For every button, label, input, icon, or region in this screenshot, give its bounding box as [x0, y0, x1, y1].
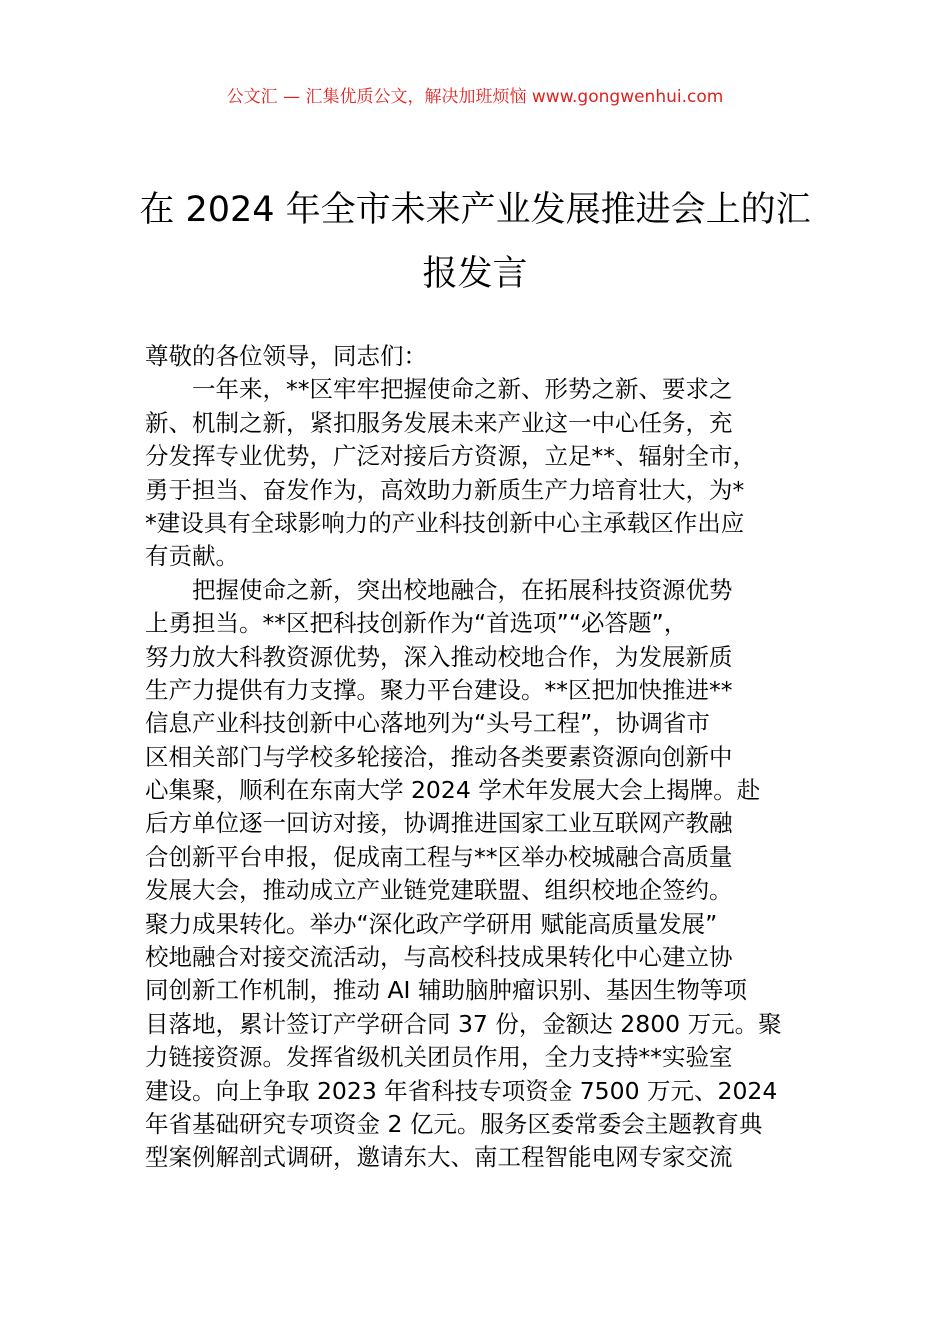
paragraph-line: *建设具有全球影响力的产业科技创新中心主承载区作出应	[145, 508, 745, 537]
title-line-2: 报发言	[422, 254, 528, 294]
paragraph-2	[145, 574, 845, 1175]
paragraph-line: 信息产业科技创新中心落地列为“头号工程”，协调省市	[145, 709, 710, 738]
paragraph-line: 区相关部门与学校多轮接洽，推动各类要素资源向创新中	[145, 742, 733, 771]
paragraph-line: 校地融合对接交流活动，与高校科技成果转化中心建立协	[145, 943, 733, 972]
paragraph-line: 发展大会，推动成立产业链党建联盟、组织校地企签约。	[145, 876, 733, 905]
salutation: 尊敬的各位领导，同志们：	[145, 342, 427, 370]
paragraph-line: 后方单位逐一回访对接，协调推进国家工业互联网产教融	[145, 809, 733, 838]
paragraph-line: 上勇担当。**区把科技创新作为“首选项”“必答题”，	[145, 609, 688, 638]
paragraph-line: 有贡献。	[145, 542, 239, 571]
title-line-1: 在 2024 年全市未来产业发展推进会上的汇	[139, 190, 811, 230]
paragraph-line: 一年来，**区牢牢把握使命之新、形势之新、要求之	[192, 375, 733, 404]
paragraph-line: 聚力成果转化。举办“深化政产学研用 赋能高质量发展”	[145, 909, 718, 938]
paragraph-line: 努力放大科教资源优势，深入推动校地合作，为发展新质	[145, 642, 733, 671]
paragraph-line: 同创新工作机制，推动 AI 辅助脑肿瘤识别、基因生物等项	[145, 976, 747, 1005]
paragraph-line: 建设。向上争取 2023 年省科技专项资金 7500 万元、2024	[145, 1076, 778, 1105]
paragraph-line: 新、机制之新，紧扣服务发展未来产业这一中心任务，充	[145, 408, 733, 437]
paragraph-line: 合创新平台申报，促成南工程与**区举办校城融合高质量	[145, 842, 733, 871]
paragraph-line: 力链接资源。发挥省级机关团员作用，全力支持**实验室	[145, 1043, 733, 1072]
document-body	[145, 340, 845, 1175]
paragraph-line: 分发挥专业优势，广泛对接后方资源，立足**、辐射全市，	[145, 442, 756, 471]
document-title	[0, 178, 950, 306]
paragraph-line: 型案例解剖式调研，邀请东大、南工程智能电网专家交流	[145, 1143, 733, 1172]
paragraph-line: 勇于担当、奋发作为，高效助力新质生产力培育壮大，为*	[145, 475, 745, 504]
paragraph-line: 目落地，累计签订产学研合同 37 份，金额达 2800 万元。聚	[145, 1009, 782, 1038]
paragraph-1	[145, 373, 845, 573]
watermark-header	[0, 84, 950, 110]
watermark-text: 公文汇 — 汇集优质公文，解决加班烦恼 www.gongwenhui.com	[226, 87, 724, 107]
paragraph-line: 年省基础研究专项资金 2 亿元。服务区委常委会主题教育典	[145, 1109, 763, 1138]
paragraph-line: 心集聚，顺利在东南大学 2024 学术年发展大会上揭牌。赴	[145, 776, 761, 805]
paragraph-line: 生产力提供有力支撑。聚力平台建设。**区把加快推进**	[145, 675, 733, 704]
paragraph-line: 把握使命之新，突出校地融合，在拓展科技资源优势	[192, 575, 733, 604]
